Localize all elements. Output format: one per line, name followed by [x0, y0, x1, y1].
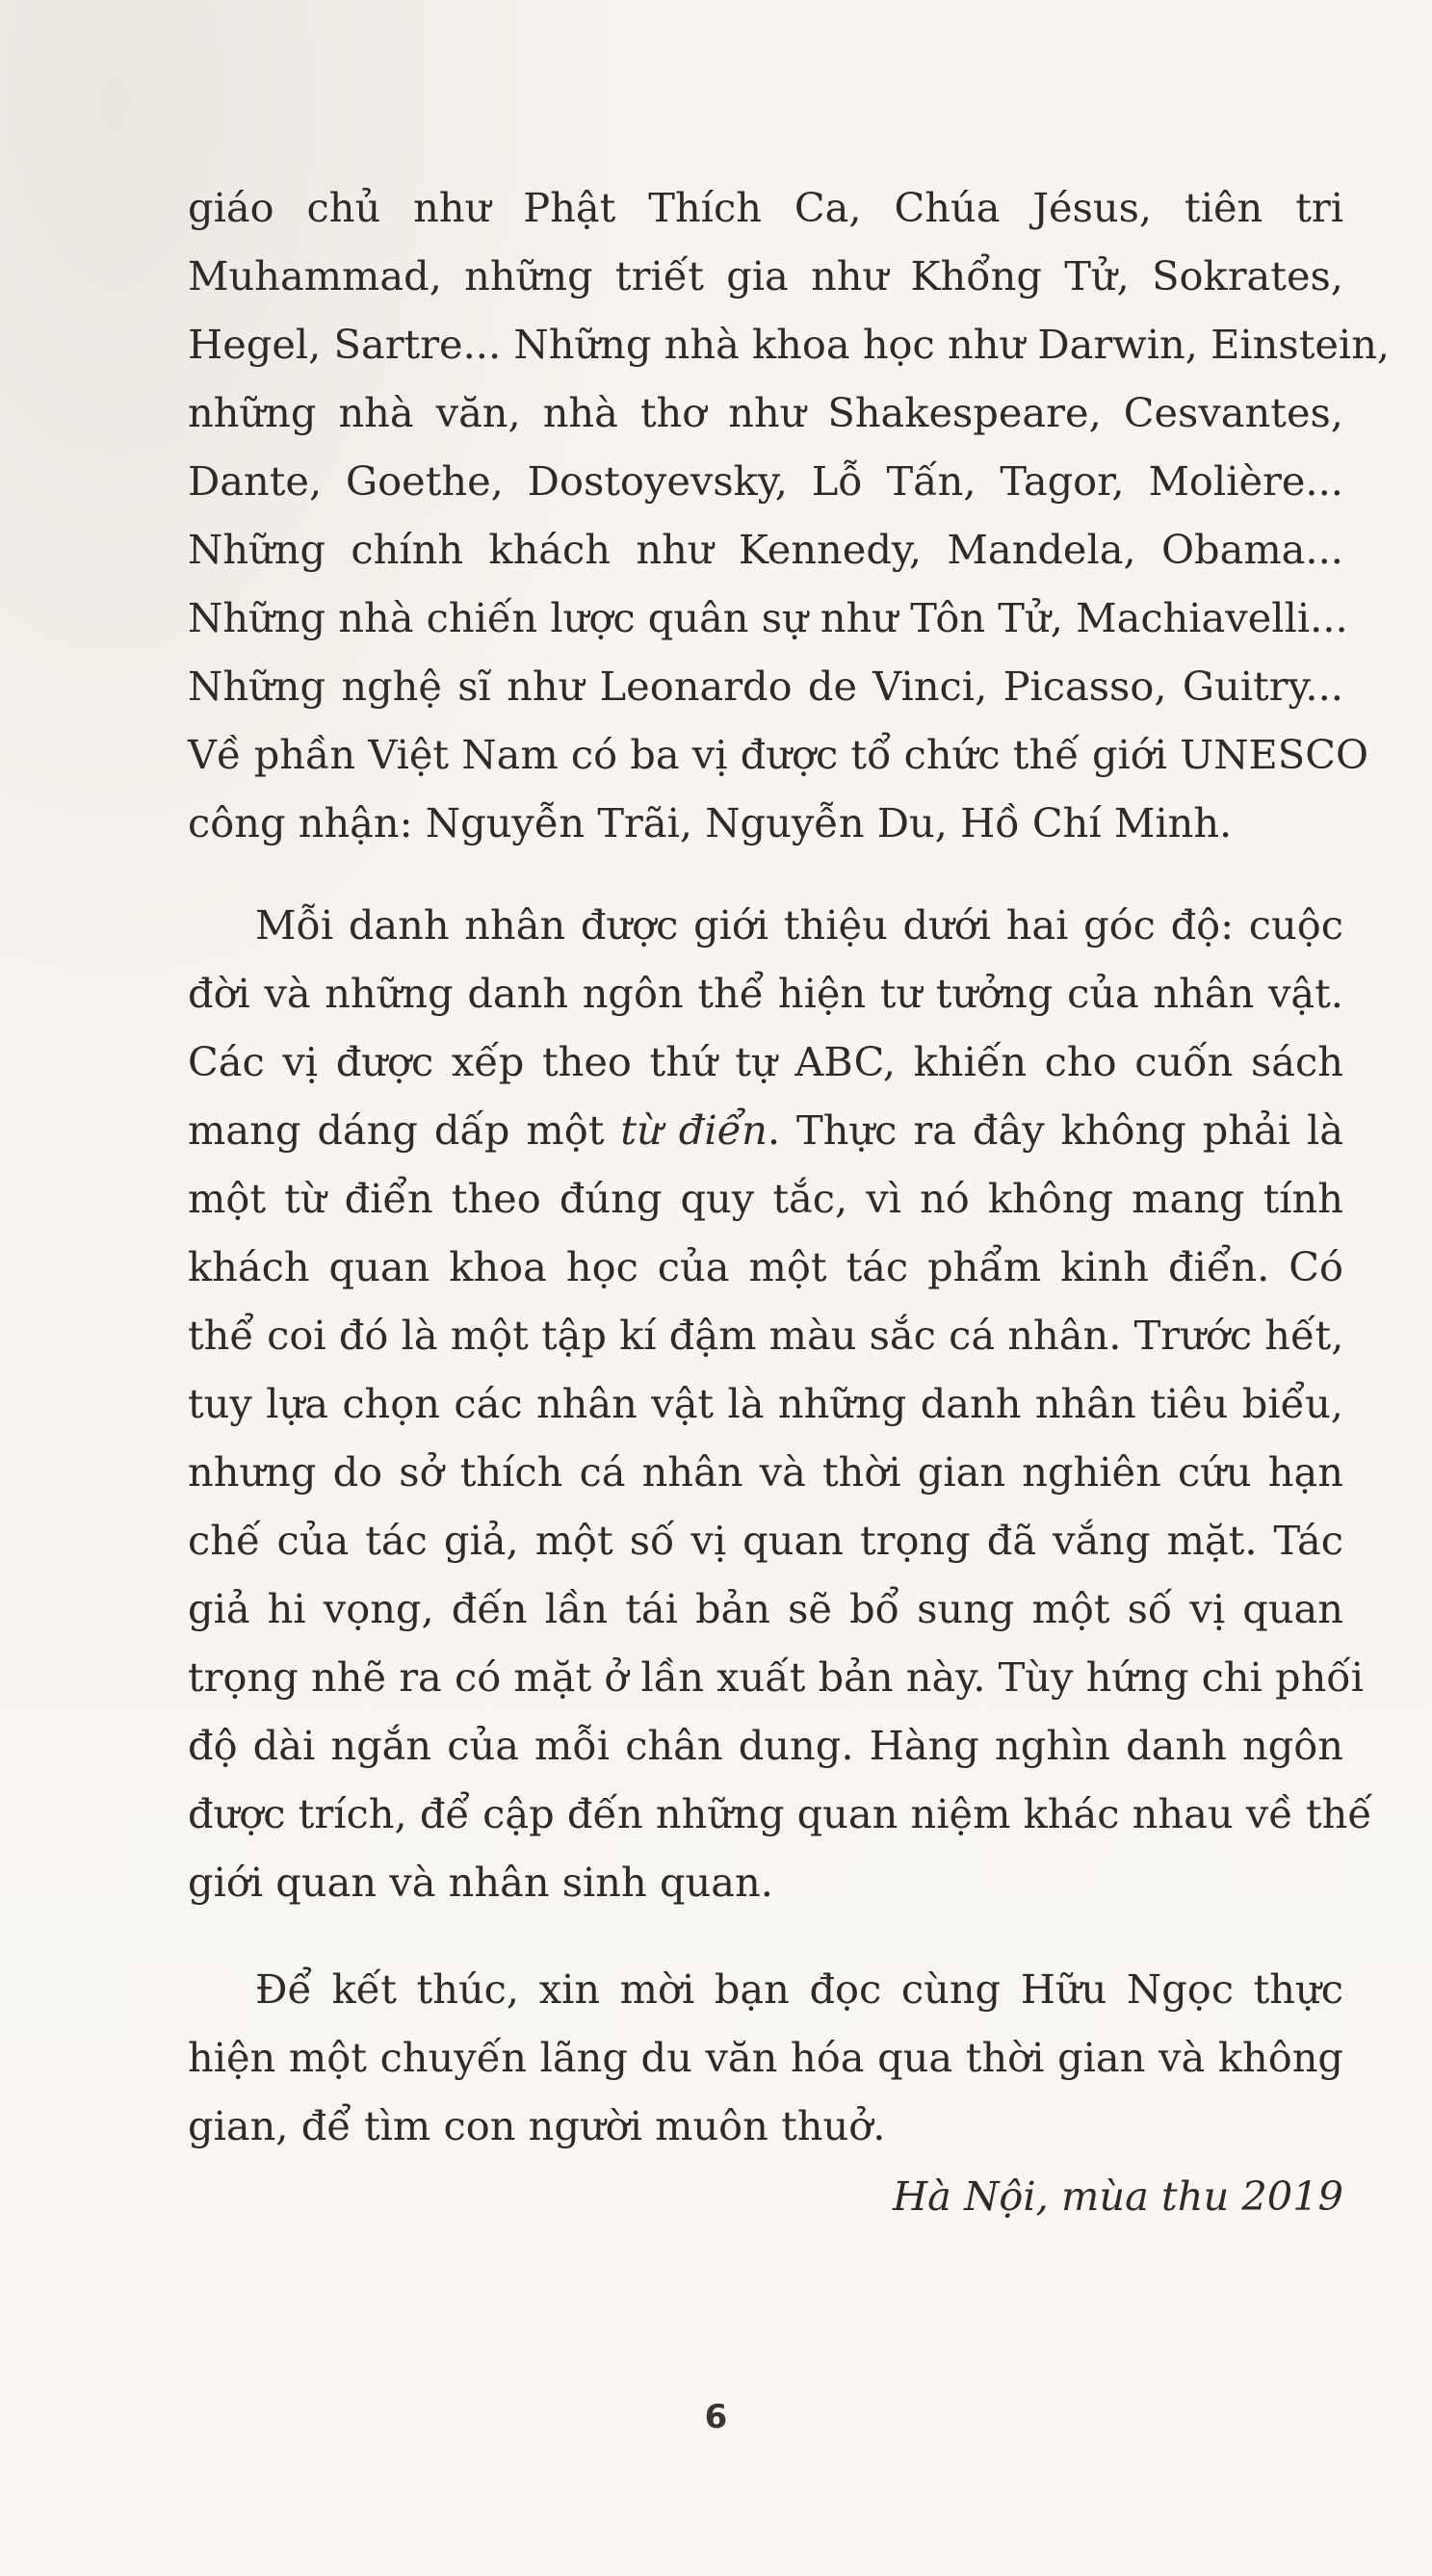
text-line: Những chính khách như Kennedy, Mandela, Obama...: [188, 526, 1343, 573]
text-line: những nhà văn, nhà thơ như Shakespeare, Cesvantes,: [188, 389, 1343, 436]
text-segment: mang dáng dấp một: [188, 1106, 621, 1154]
paragraph-introduction: [188, 891, 1372, 1916]
text-line: được trích, để cập đến những quan niệm khác nhau về thế: [188, 1790, 1372, 1837]
text-line: công nhận: Nguyễn Trãi, Nguyễn Du, Hồ Chí Minh.: [188, 799, 1233, 846]
italic-term: từ điển: [620, 1106, 768, 1154]
text-line: Dante, Goethe, Dostoyevsky, Lỗ Tấn, Tagor, Molière...: [188, 457, 1343, 505]
text-line: Về phần Việt Nam có ba vị được tổ chức thế giới UNESCO: [188, 731, 1369, 778]
text-line: Những nghệ sĩ như Leonardo de Vinci, Picasso, Guitry...: [188, 663, 1343, 710]
text-line: đời và những danh ngôn thể hiện tư tưởng của nhân vật.: [188, 970, 1343, 1017]
text-line: giáo chủ như Phật Thích Ca, Chúa Jésus, tiên tri: [188, 184, 1343, 231]
text-line: chế của tác giả, một số vị quan trọng đã vắng mặt. Tác: [188, 1517, 1343, 1564]
text-line: thể coi đó là một tập kí đậm màu sắc cá nhân. Trước hết,: [188, 1312, 1344, 1359]
text-line: khách quan khoa học của một tác phẩm kinh điển. Có: [188, 1243, 1343, 1290]
text-line: Muhammad, những triết gia như Khổng Tử, Sokrates,: [188, 252, 1343, 299]
text-line: gian, để tìm con người muôn thuở.: [188, 2102, 886, 2149]
text-line: nhưng do sở thích cá nhân và thời gian nghiên cứu hạn: [188, 1448, 1343, 1496]
text-line: Để kết thúc, xin mời bạn đọc cùng Hữu Ngọc thực: [255, 1965, 1343, 2013]
text-line: Hegel, Sartre... Những nhà khoa học như Darwin, Einstein,: [188, 321, 1391, 368]
paragraph-closing: [188, 1955, 1343, 2160]
text-line: tuy lựa chọn các nhân vật là những danh nhân tiêu biểu,: [188, 1380, 1343, 1427]
text-line: một từ điển theo đúng quy tắc, vì nó không mang tính: [188, 1175, 1343, 1222]
text-line: giới quan và nhân sinh quan.: [188, 1859, 773, 1906]
page-number: 6: [704, 2398, 728, 2436]
text-segment: . Thực ra đây không phải là: [767, 1106, 1343, 1154]
text-line: hiện một chuyến lãng du văn hóa qua thời gian và không: [188, 2034, 1343, 2081]
text-line: độ dài ngắn của mỗi chân dung. Hàng nghìn danh ngôn: [188, 1722, 1343, 1769]
text-line: Những nhà chiến lược quân sự như Tôn Tử, Machiavelli...: [188, 594, 1348, 641]
text-line: giả hi vọng, đến lần tái bản sẽ bổ sung một số vị quan: [188, 1585, 1343, 1632]
text-line: Mỗi danh nhân được giới thiệu dưới hai góc độ: cuộc: [255, 901, 1343, 949]
paragraph-continued: [188, 173, 1391, 857]
text-line: Các vị được xếp theo thứ tự ABC, khiến cho cuốn sách: [188, 1038, 1343, 1085]
place-date-signature: Hà Nội, mùa thu 2019: [892, 2173, 1343, 2220]
text-line: trọng nhẽ ra có mặt ở lần xuất bản này. Tùy hứng chi phối: [188, 1653, 1364, 1701]
text-line-with-italic: [188, 1096, 1343, 1164]
